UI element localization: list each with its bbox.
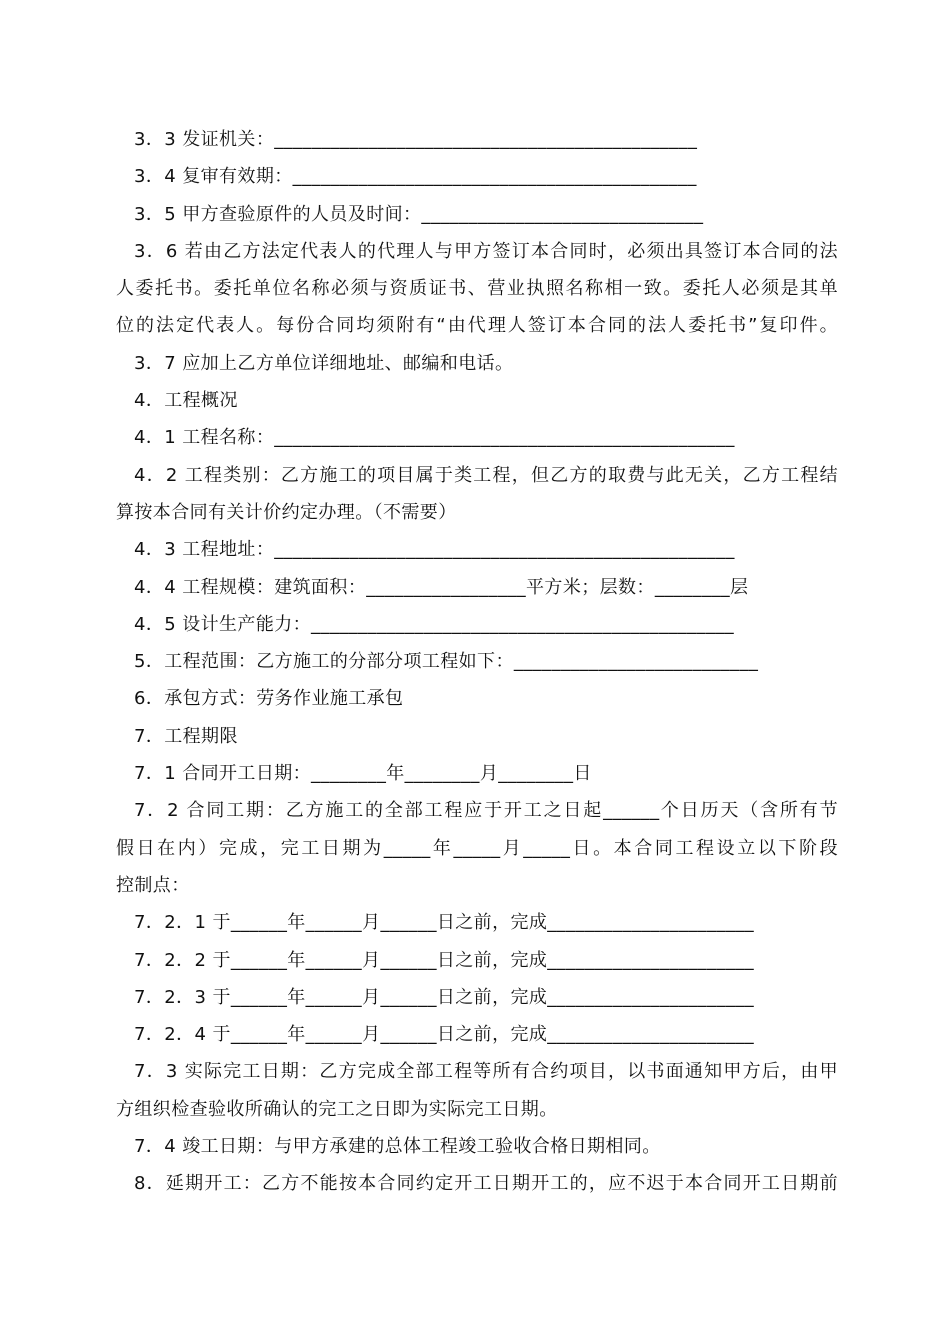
clause-6: 6．承包方式：劳务作业施工承包 (134, 688, 404, 710)
clause-4-2-line-1: 4．2 工程类别：乙方施工的项目属于类工程，但乙方的取费与此无关，乙方工程结 (134, 464, 838, 486)
clause-7-3-line-1: 7．3 实际完工日期：乙方完成全部工程等所有合约项目，以书面通知甲方后，由甲 (134, 1061, 838, 1083)
clause-7-4: 7．4 竣工日期：与甲方承建的总体工程竣工验收合格日期相同。 (134, 1136, 661, 1158)
section-4-heading: 4．工程概况 (134, 390, 238, 412)
clause-7-2-1: 7．2．1 于______年______月______日之前，完成______________________ (134, 912, 755, 934)
clause-4-4: 4．4 工程规模：建筑面积：_________________平方米；层数：________层 (134, 576, 749, 598)
clause-3-3: 3．3 发证机关：_____________________________________________ (134, 129, 698, 150)
clause-5: 5．工程范围：乙方施工的分部分项工程如下：__________________________ (134, 651, 759, 673)
clause-7-3-line-2: 方组织检查验收所确认的完工之日即为实际完工日期。 (116, 1098, 558, 1120)
clause-8-line-1: 8．延期开工：乙方不能按本合同约定开工日期开工的，应不迟于本合同开工日期前 (134, 1173, 838, 1195)
clause-7-2-2: 7．2．2 于______年______月______日之前，完成______________________ (134, 949, 755, 971)
clause-7-2-line-2: 假日在内）完成，完工日期为_____年_____月_____日。本合同工程设立以下阶段 (116, 837, 838, 859)
document-body (116, 121, 838, 1203)
clause-4-1: 4．1 工程名称：_________________________________________________ (134, 427, 735, 449)
clause-4-5: 4．5 设计生产能力：_____________________________________________ (134, 613, 735, 635)
clause-7-2-line-1: 7．2 合同工期：乙方施工的全部工程应于开工之日起______个日历天（含所有节 (134, 800, 838, 822)
clause-3-5: 3．5 甲方查验原件的人员及时间：______________________________ (134, 203, 704, 225)
clause-3-4: 3．4 复审有效期：___________________________________________ (134, 166, 697, 188)
clause-4-3: 4．3 工程地址：_________________________________________________ (134, 539, 735, 561)
clause-7-2-line-3: 控制点： (116, 874, 190, 896)
clause-3-6-line-3: 位的法定代表人。每份合同均须附有“由代理人签订本合同的法人委托书”复印件。 (116, 315, 838, 337)
section-7-heading: 7．工程期限 (134, 725, 238, 747)
clause-3-6-line-2: 人委托书。委托单位名称必须与资质证书、营业执照名称相一致。委托人必须是其单 (116, 278, 838, 300)
clause-4-2-line-2: 算按本合同有关计价约定办理。（不需要） (116, 501, 457, 523)
clause-3-7: 3．7 应加上乙方单位详细地址、邮编和电话。 (134, 352, 514, 374)
clause-7-1: 7．1 合同开工日期：________年________月________日 (134, 763, 592, 785)
clause-7-2-3: 7．2．3 于______年______月______日之前，完成______________________ (134, 986, 755, 1008)
clause-3-6-line-1: 3．6 若由乙方法定代表人的代理人与甲方签订本合同时，必须出具签订本合同的法 (134, 240, 838, 262)
clause-7-2-4: 7．2．4 于______年______月______日之前，完成______________________ (134, 1024, 755, 1046)
